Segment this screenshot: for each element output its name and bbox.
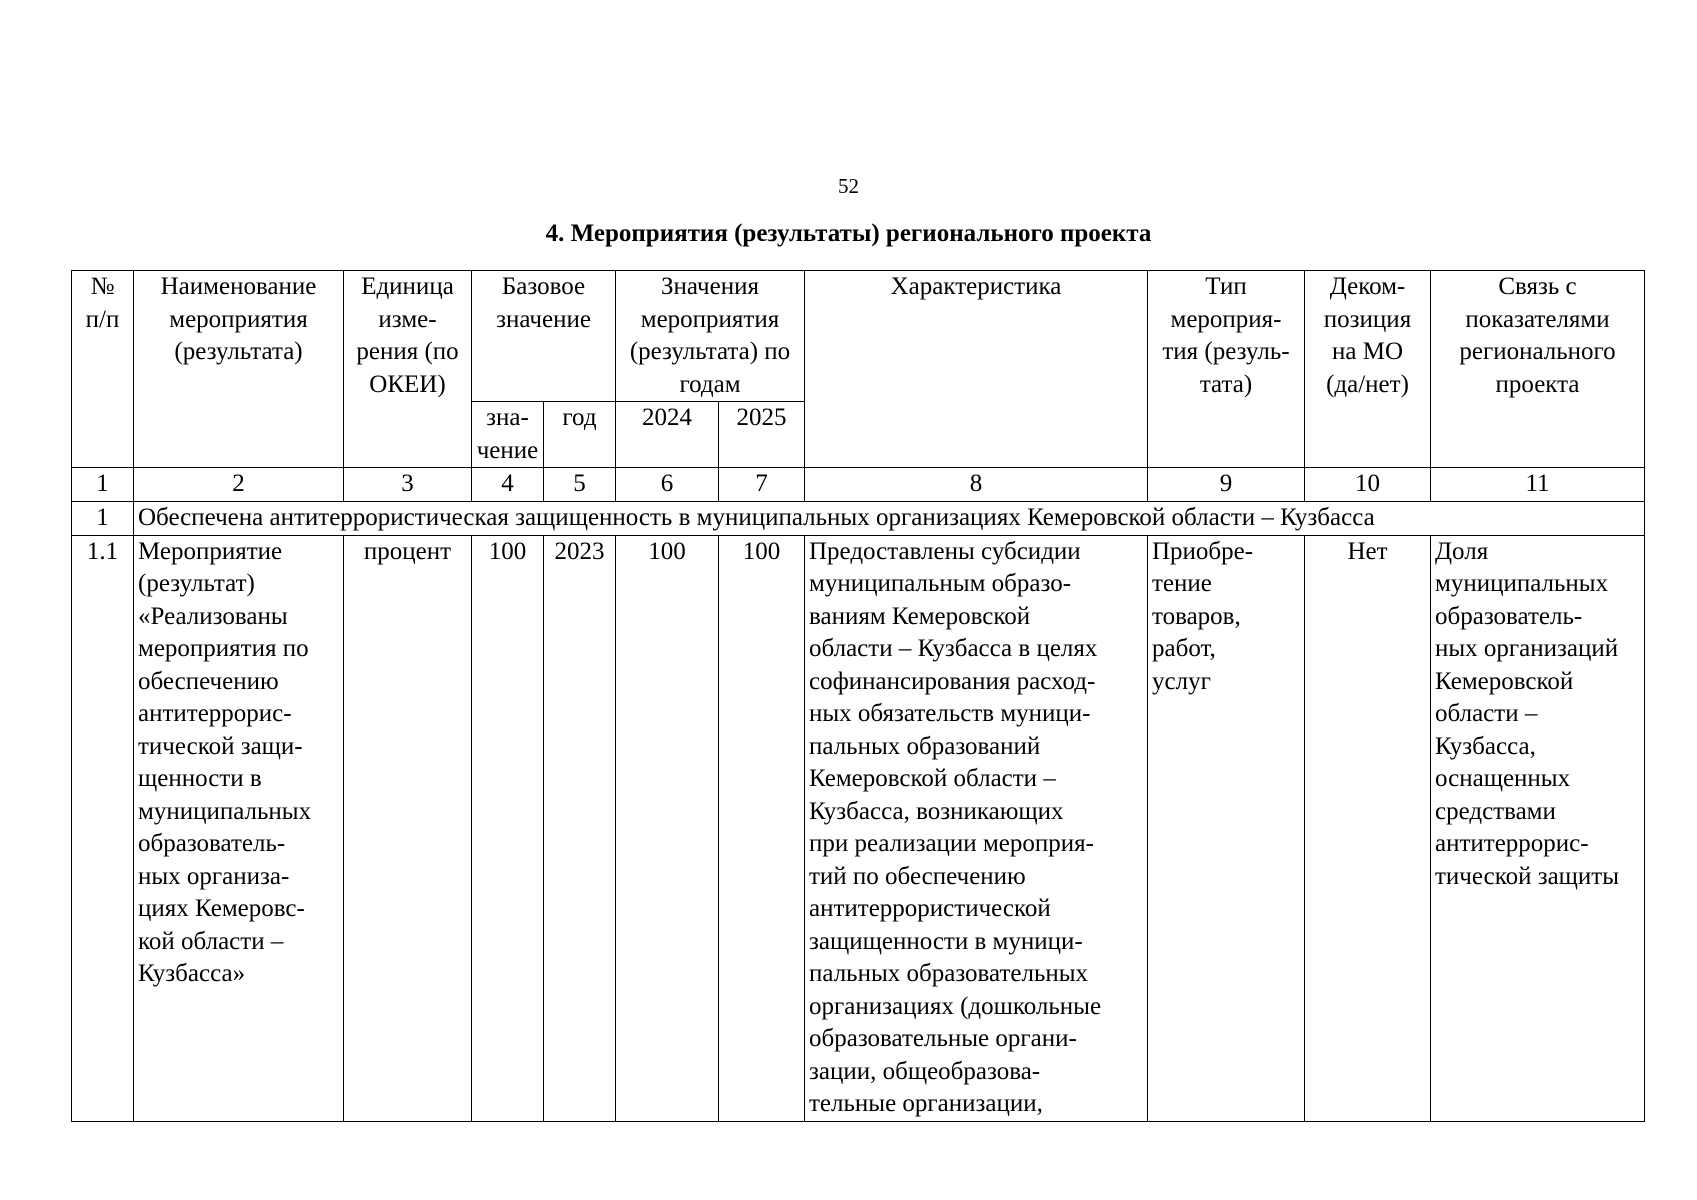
table-row bbox=[72, 535, 1645, 1121]
column-number: 6 bbox=[616, 468, 719, 502]
header-year-2024: 2024 bbox=[616, 402, 719, 468]
column-number: 4 bbox=[472, 468, 544, 502]
row-characteristic: Предоставлены субсидии муниципальным образо- ваниям Кемеровской области – Кузбасса в целях софинансирования расход- ных обязательств муници- пальных образований Кемеровской области – Кузбасса, возникающих при реализации мероприя- тий по обеспечению антитеррористической защищенности в муници- пальных образовательных организациях (дошкольные образовательные органи- зации, общеобразова- тельные организации, bbox=[805, 535, 1148, 1121]
header-type: Тип мероприя- тия (резуль- тата) bbox=[1148, 271, 1305, 468]
row-link: Доля муниципальных образователь- ных организаций Кемеровской области – Кузбасса, оснащенных средствами антитеррорис- тической защиты bbox=[1431, 535, 1645, 1121]
header-values-by-year: Значения мероприятия (результата) по годам bbox=[616, 271, 805, 402]
header-base-value: зна- чение bbox=[472, 402, 544, 468]
header-num: № п/п bbox=[72, 271, 134, 468]
page-number: 52 bbox=[838, 174, 859, 198]
header-base-year: год bbox=[544, 402, 616, 468]
column-number: 1 bbox=[72, 468, 134, 502]
header-name: Наименование мероприятия (результата) bbox=[134, 271, 344, 468]
column-number: 5 bbox=[544, 468, 616, 502]
column-number: 9 bbox=[1148, 468, 1305, 502]
header-year-2025: 2025 bbox=[719, 402, 805, 468]
column-number: 7 bbox=[719, 468, 805, 502]
row-base-year: 2023 bbox=[544, 535, 616, 1121]
section-title: 4. Мероприятия (результаты) регионального проекта bbox=[545, 220, 1152, 247]
row-name: Мероприятие (результат) «Реализованы мероприятия по обеспечению антитеррорис- тической защи- щенности в муниципальных образователь- ных организа- циях Кемеровс- кой области – Кузбасса» bbox=[134, 535, 344, 1121]
row-unit: процент bbox=[344, 535, 472, 1121]
column-number: 10 bbox=[1305, 468, 1431, 502]
row-type: Приобре- тение товаров, работ, услуг bbox=[1148, 535, 1305, 1121]
events-table bbox=[71, 270, 1645, 1122]
column-number: 11 bbox=[1431, 468, 1645, 502]
column-number: 8 bbox=[805, 468, 1148, 502]
header-link: Связь с показателями регионального проекта bbox=[1431, 271, 1645, 468]
group-row bbox=[72, 501, 1645, 535]
table-header-row bbox=[72, 271, 1645, 402]
header-characteristic: Характеристика bbox=[805, 271, 1148, 468]
row-value-2025: 100 bbox=[719, 535, 805, 1121]
column-number: 3 bbox=[344, 468, 472, 502]
group-number: 1 bbox=[72, 501, 134, 535]
row-number: 1.1 bbox=[72, 535, 134, 1121]
header-decomposition: Деком- позиция на МО (да/нет) bbox=[1305, 271, 1431, 468]
row-decomposition: Нет bbox=[1305, 535, 1431, 1121]
column-numbers-row bbox=[72, 468, 1645, 502]
header-unit: Единица изме- рения (по ОКЕИ) bbox=[344, 271, 472, 468]
group-title: Обеспечена антитеррористическая защищенность в муниципальных организациях Кемеровской области – Кузбасса bbox=[134, 501, 1645, 535]
header-base: Базовое значение bbox=[472, 271, 616, 402]
row-base-value: 100 bbox=[472, 535, 544, 1121]
column-number: 2 bbox=[134, 468, 344, 502]
row-value-2024: 100 bbox=[616, 535, 719, 1121]
